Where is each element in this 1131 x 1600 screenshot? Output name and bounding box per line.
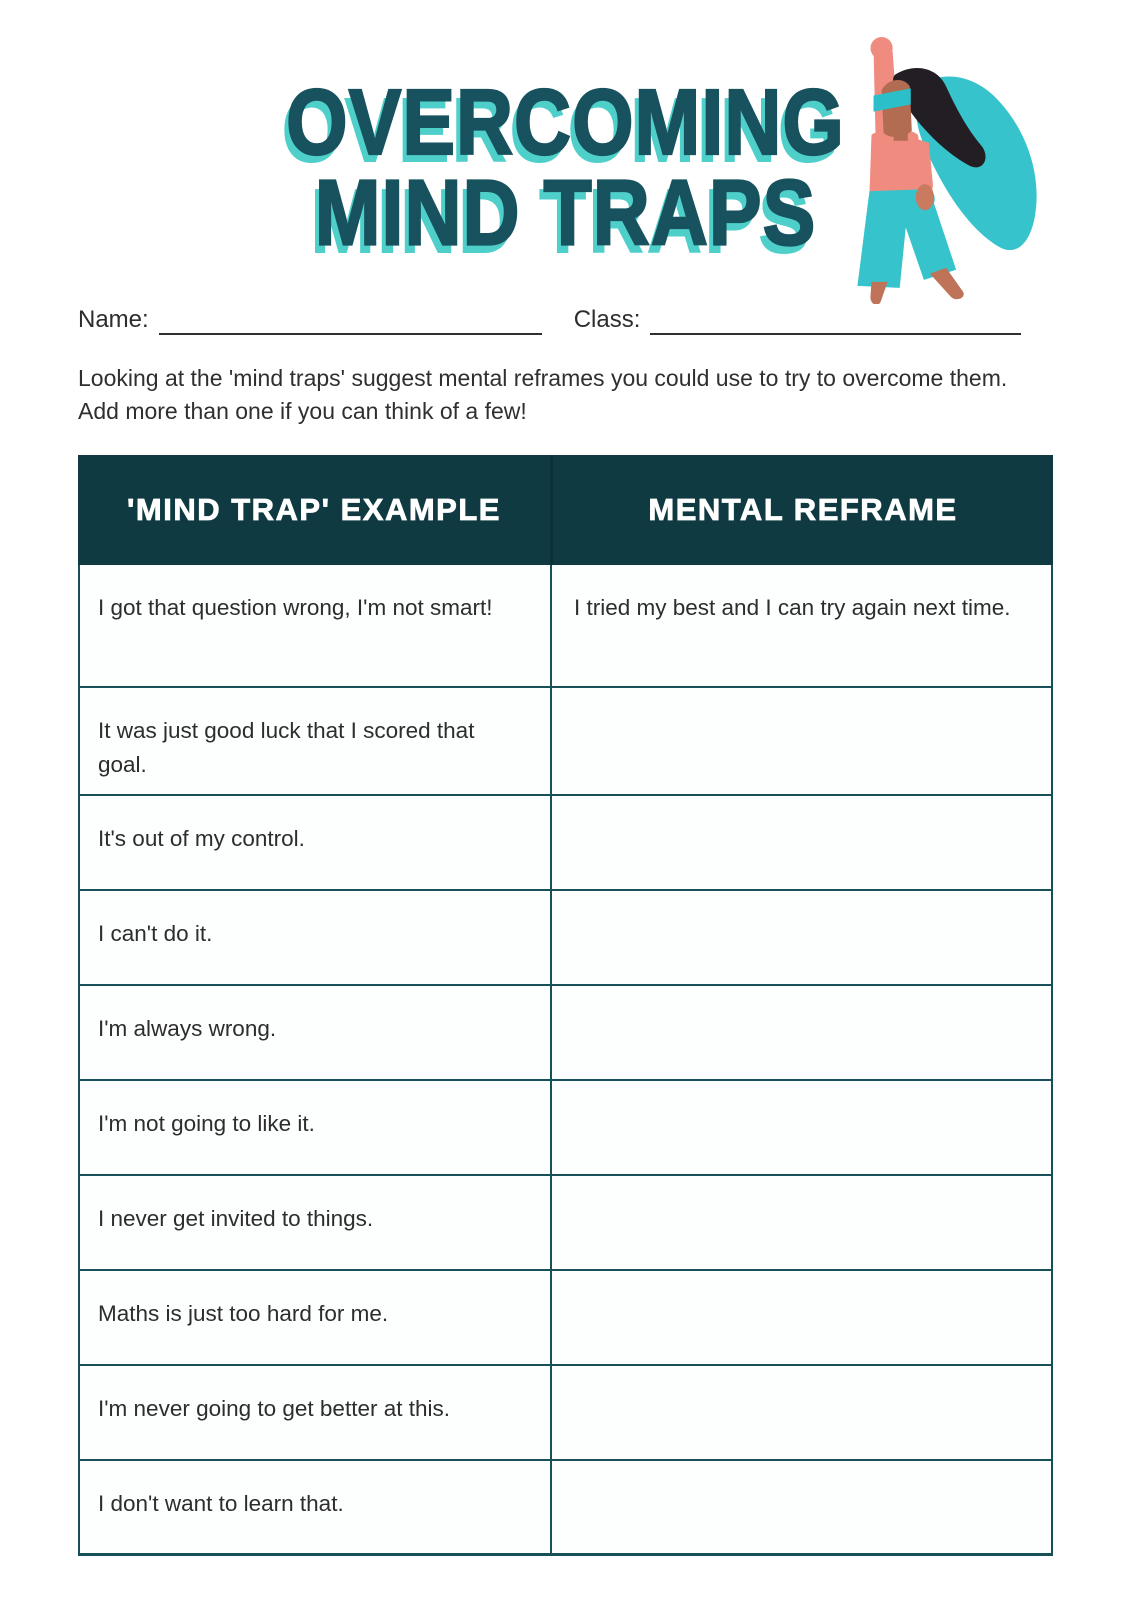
trap-cell: Maths is just too hard for me. [80,1271,552,1364]
student-fields [78,305,1022,335]
reframe-cell[interactable] [552,891,1051,984]
trap-cell: I'm always wrong. [80,986,552,1079]
reframe-cell[interactable] [552,1461,1051,1553]
reframe-cell: I tried my best and I can try again next time. [574,595,1011,620]
header-mental-reframe: MENTAL REFRAME [550,455,1053,565]
title-line-2: MIND TRAPS [314,159,817,265]
table-row [78,1081,1053,1176]
reframe-cell[interactable] [552,1366,1051,1459]
trap-cell: I can't do it. [80,891,552,984]
reframe-cell[interactable] [552,688,1051,794]
table-row [78,1366,1053,1461]
table-header-row [78,455,1053,565]
class-input-line[interactable] [650,305,1021,335]
name-input-line[interactable] [159,305,542,335]
table-row [78,1176,1053,1271]
fist [870,37,892,59]
table-row [78,986,1053,1081]
trap-cell: It was just good luck that I scored that goal. [80,688,552,794]
trap-cell: I'm not going to like it. [80,1081,552,1174]
instructions-text: Looking at the 'mind traps' suggest mental reframes you could use to try to overcome them. Add more than one if you can think of a few! [78,365,1008,424]
mind-traps-table [78,455,1053,1556]
left-leg [870,282,887,304]
table-row [78,796,1053,891]
trap-cell: I never get invited to things. [80,1176,552,1269]
reframe-cell[interactable] [552,1176,1051,1269]
reframe-cell[interactable] [552,986,1051,1079]
table-row [78,891,1053,986]
table-row [78,1271,1053,1366]
hand [916,184,934,210]
superhero-illustration [834,34,1044,304]
header-mind-trap-example: 'MIND TRAP' EXAMPLE [127,492,501,527]
trap-cell: I'm never going to get better at this. [80,1366,552,1459]
right-leg [930,268,964,299]
table-row [78,688,1053,796]
reframe-cell[interactable] [552,1081,1051,1174]
trap-cell: It's out of my control. [80,796,552,889]
class-label: Class: [573,306,641,333]
trap-cell: I got that question wrong, I'm not smart! [80,565,552,686]
table-row [78,565,1053,688]
name-label: Name: [78,306,149,333]
trap-cell: I don't want to learn that. [80,1461,552,1553]
reframe-cell[interactable] [552,1271,1051,1364]
reframe-cell[interactable] [552,796,1051,889]
table-row [78,1461,1053,1556]
title-line-1: OVERCOMING [286,68,845,174]
